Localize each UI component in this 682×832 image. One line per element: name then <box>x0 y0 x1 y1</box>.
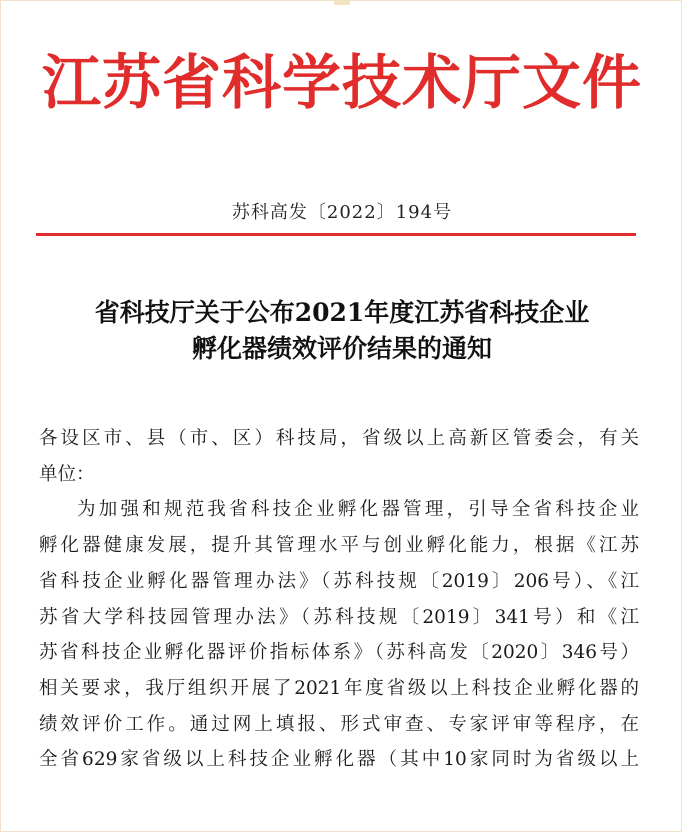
title-line-1: 省科技厅关于公布2021年度江苏省科技企业 <box>94 298 590 327</box>
body-line: 为加强和规范我省科技企业孵化器管理，引导全省科技企业 <box>77 499 639 521</box>
notice-title <box>31 295 653 367</box>
body-line: 全省629家省级以上科技企业孵化器（其中10家同时为省级以上 <box>39 749 639 771</box>
masthead-title: 江苏省科学技术厅文件 <box>41 48 642 117</box>
notice-body <box>39 421 639 778</box>
body-line: 绩效评价工作。通过网上填报、形式审查、专家评审等程序，在 <box>39 713 639 735</box>
body-line: 相关要求，我厅组织开展了2021年度省级以上科技企业孵化器的 <box>39 677 639 699</box>
body-line: 单位： <box>39 463 95 485</box>
body-line: 苏省大学科技园管理办法》（苏科技规〔2019〕341号）和《江 <box>39 606 639 628</box>
body-line: 苏省科技企业孵化器评价指标体系》（苏科高发〔2020〕346号） <box>39 642 639 664</box>
body-line: 各设区市、县（市、区）科技局，省级以上高新区管委会，有关 <box>39 428 639 449</box>
body-line: 省科技企业孵化器管理办法》（苏科技规〔2019〕206号）、《江 <box>39 570 639 592</box>
red-divider-line <box>36 233 636 236</box>
document-number: 苏科高发〔2022〕194号 <box>231 202 453 223</box>
scan-mark <box>334 1 350 5</box>
title-line-2: 孵化器绩效评价结果的通知 <box>191 334 492 363</box>
body-line: 孵化器健康发展，提升其管理水平与创业孵化能力，根据《江苏 <box>39 535 639 557</box>
